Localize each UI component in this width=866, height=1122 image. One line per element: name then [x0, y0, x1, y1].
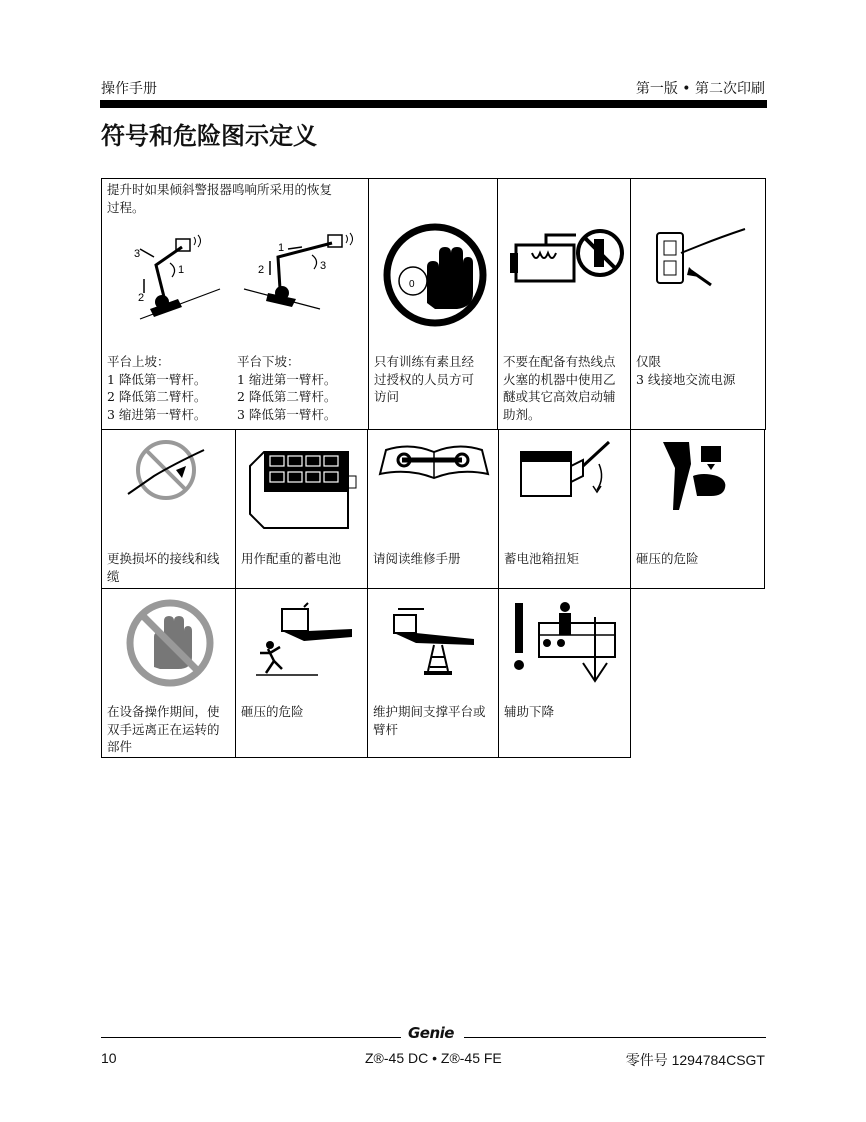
trained-only-text: 只有训练有素且经 过授权的人员方可 访问: [374, 354, 475, 404]
downhill-label-1: 1: [278, 242, 285, 254]
tilt-intro-text: 提升时如果倾斜警报器鸣响所采用的恢复 过程。: [107, 182, 333, 215]
crush-hazard-2-text: 砸压的危险: [241, 704, 304, 719]
battery-pack-icon: [244, 436, 362, 540]
cell-crush-hazard-2: [235, 588, 368, 758]
hand-crush-icon: [657, 438, 737, 518]
footer-rule-right: [464, 1037, 766, 1038]
header-left: 操作手册: [101, 81, 157, 97]
cell-hands-away: [101, 588, 236, 758]
header-rule: [100, 100, 767, 108]
model-name: Z®-45 DC • Z®-45 FE: [365, 1050, 502, 1066]
cell-crush-hazard-1: [630, 429, 765, 589]
cell-no-ether: [497, 178, 631, 430]
uphill-steps: 平台上坡： 1 降低第一臂杆。 2 降低第二臂杆。 3 缩进第一臂杆。: [107, 354, 207, 422]
header-right: 第一版 • 第二次印刷: [635, 81, 765, 97]
replace-cable-text: 更换损坏的接线和线 缆: [107, 551, 220, 584]
downhill-label-2: 2: [258, 264, 265, 276]
no-ether-text: 不要在配备有热线点 火塞的机器中使用乙 醚或其它高效启动辅 助剂。: [503, 354, 616, 422]
footer-rule-left: [101, 1037, 401, 1038]
cell-replace-cable: [101, 429, 236, 589]
crush-hazard-1-text: 砸压的危险: [636, 551, 699, 566]
aux-lowering-text: 辅助下降: [504, 704, 555, 719]
cell-trained-only: [368, 178, 498, 430]
battery-torque-text: 蓄电池箱扭矩: [504, 551, 580, 566]
falling-platform-icon: [254, 601, 358, 681]
no-ether-icon: [506, 223, 626, 303]
stop-hand-icon: [383, 223, 487, 327]
cell-battery-counterweight: [235, 429, 368, 589]
open-manual-icon: [376, 436, 492, 482]
downhill-steps: 平台下坡： 1 缩进第一臂杆。 2 降低第二臂杆。 3 降低第一臂杆。: [237, 354, 337, 422]
uphill-label-3: 3: [134, 248, 141, 260]
page-title: 符号和危险图示定义: [101, 122, 317, 150]
cell-battery-torque: [498, 429, 631, 589]
part-number: 零件号 1294784CSGT: [625, 1052, 765, 1068]
read-manual-text: 请阅读维修手册: [373, 551, 461, 566]
hands-away-text: 在设备操作期间，使 双手远离正在运转的 部件: [107, 704, 220, 754]
ac-only-text: 仅限 3 线接地交流电源: [636, 354, 736, 387]
downhill-label-3: 3: [320, 260, 327, 272]
cell-aux-lowering: [498, 588, 631, 758]
cell-tilt-recovery: [101, 178, 369, 430]
cell-ac-only: [630, 178, 766, 430]
trained-label-0: 0: [409, 279, 415, 290]
support-platform-text: 维护期间支撑平台或 臂杆: [373, 704, 486, 737]
downhill-boom-icon: [240, 227, 360, 327]
supported-boom-icon: [388, 601, 488, 681]
aux-lowering-icon: [509, 597, 625, 687]
page-number: 10: [101, 1050, 117, 1066]
cell-support-platform: [367, 588, 499, 758]
battery-counterweight-text: 用作配重的蓄电池: [241, 551, 342, 566]
grounded-outlet-icon: [651, 219, 751, 299]
uphill-label-1: 1: [178, 264, 185, 276]
genie-logo: Genie: [408, 1024, 454, 1042]
uphill-label-2: 2: [138, 292, 145, 304]
cell-read-manual: [367, 429, 499, 589]
no-hands-icon: [124, 597, 216, 689]
damaged-cable-icon: [124, 436, 214, 506]
battery-box-torque-icon: [513, 436, 623, 506]
uphill-boom-icon: [120, 227, 230, 327]
